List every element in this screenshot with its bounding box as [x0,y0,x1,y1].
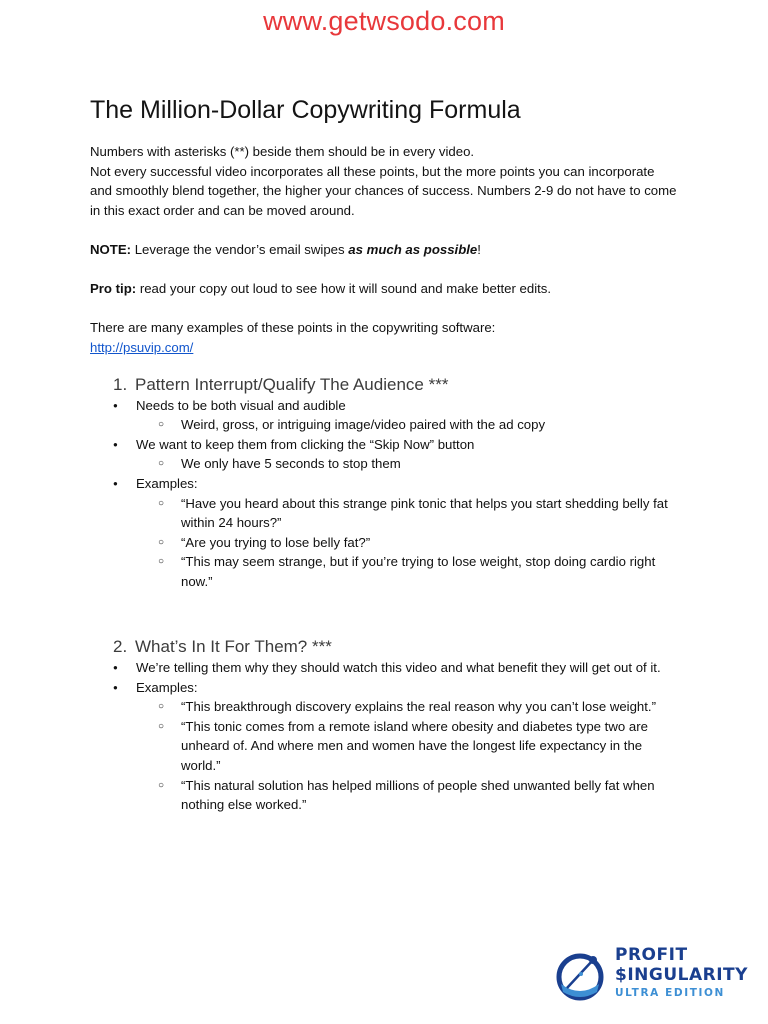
watermark-url: www.getwsodo.com [263,6,505,36]
examples-intro: There are many examples of these points in the copywriting software: [90,320,496,336]
spacer [90,220,680,240]
note-text: Leverage the vendor’s email swipes [131,241,349,257]
note-paragraph [90,240,680,260]
protip-text: read your copy out loud to see how it will sound and make better edits. [136,281,552,297]
spacer [90,299,680,319]
note-text-end: ! [477,241,481,257]
section-heading-2 [113,635,680,659]
list-item: ○ “This may seem strange, but if you’re trying to lose weight, stop doing cardio right now.” [90,552,680,591]
logo-word-1: PROFIT [615,945,688,965]
orbit-logo-icon [553,948,609,1002]
list-item: ○ “Are you trying to lose belly fat?” [90,533,680,553]
spacer [90,591,680,611]
list-item: ○ “This breakthrough discovery explains the real reason why you can’t lose weight.” [90,697,680,717]
logo-word-2: $INGULARITY [615,965,748,985]
list-item: ● Examples: ○ “Have you heard about this strange pink tonic that helps you start shedding belly fat within 24 hours?” ○ “Are you trying to lose belly fat?” ○ “This may seem strange, but if you’re trying to lose weight, stop doing cardio right now.” [90,474,680,592]
list-item: ○ Weird, gross, or intriguing image/video paired with the ad copy [90,415,680,435]
spacer [90,260,680,280]
list-item: ● Examples: ○ “This breakthrough discovery explains the real reason why you can’t lose weight.” ○ “This tonic comes from a remote island where obesity and diabetes type two are unheard of. And where men and women have the longest life expectancy in the world.” ○ “This natural solution has helped millions of people shed unwanted belly fat when nothing else worked.” [90,678,680,815]
list-item: ○ “This natural solution has helped millions of people shed unwanted belly fat when nothing else worked.” [90,776,680,815]
section-1-list [90,396,680,592]
list-item: ● Needs to be both visual and audible ○ Weird, gross, or intriguing image/video paired with the ad copy [90,396,680,435]
intro-line-1: Numbers with asterisks (**) beside them should be in every video. [90,144,475,159]
logo-edition: ULTRA EDITION [615,987,725,999]
list-item: ● We’re telling them why they should watch this video and what benefit they will get out of it. [90,658,680,678]
list-item: ○ “Have you heard about this strange pink tonic that helps you start shedding belly fat within 24 hours?” [90,494,680,533]
section-heading-1 [113,373,680,397]
note-emphasis: as much as possible [348,241,478,257]
document-title: The Million-Dollar Copywriting Formula [90,96,521,124]
note-label: NOTE: [90,241,132,257]
protip-label: Pro tip: [90,281,137,297]
profit-singularity-logo [553,944,748,1004]
protip-paragraph [90,279,680,299]
intro-line-2: Not every successful video incorporates all these points, but the more points you can incorporate and smoothly blend together, the higher your chances of success. Numbers 2-9 do not have to come in this exact order and can be moved around. [90,163,677,218]
psuvip-link[interactable]: http://psuvip.com/ [90,339,194,355]
list-item: ○ “This tonic comes from a remote island where obesity and diabetes type two are unheard of. And where men and women have the longest life expectancy in the world.” [90,717,680,776]
list-item: ● We want to keep them from clicking the “Skip Now” button ○ We only have 5 seconds to stop them [90,435,680,474]
section-number: 2. [113,637,128,657]
section-2-list [90,658,680,815]
document-body [90,94,680,815]
list-item: ○ We only have 5 seconds to stop them [90,454,680,474]
section-number: 1. [113,374,128,394]
section-title: What’s In It For Them? *** [135,637,332,657]
section-title: Pattern Interrupt/Qualify The Audience *** [135,374,449,394]
